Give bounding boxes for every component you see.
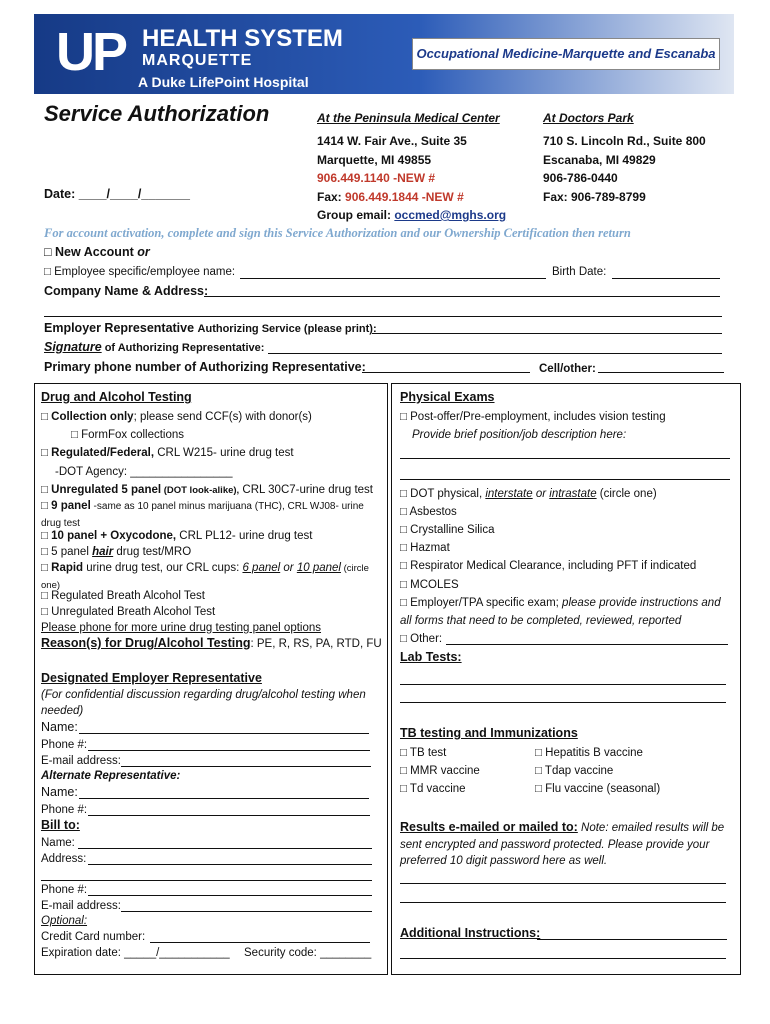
alt-rep-label: Alternate Representative: <box>41 770 181 782</box>
unregulated-5-panel-checkbox[interactable]: □ Unregulated 5 panel (DOT look-alike), CRL 30C7-urine drug test <box>41 484 373 496</box>
employee-name-label: □ Employee specific/employee name: <box>44 266 236 278</box>
peninsula-address-2: Marquette, MI 49855 <box>317 153 432 167</box>
mcoles-checkbox[interactable]: □ MCOLES <box>400 579 459 591</box>
bill-address-field-line-2[interactable] <box>41 866 372 881</box>
company-field-line-2[interactable] <box>44 302 722 317</box>
employer-rep-field[interactable] <box>372 319 722 334</box>
company-field[interactable] <box>204 282 720 297</box>
expiration-field[interactable]: Expiration date: _____/___________ <box>41 947 230 959</box>
dot-agency-field[interactable]: -DOT Agency: ________________ <box>55 466 233 478</box>
credit-card-label: Credit Card number: <box>41 931 146 943</box>
activation-instruction: For account activation, complete and sign this Service Authorization and our Ownership Certification then return <box>44 226 631 240</box>
additional-instructions-heading: Additional Instructions: <box>400 926 541 940</box>
birth-date-label: Birth Date: <box>552 266 607 278</box>
primary-phone-field[interactable] <box>362 358 530 373</box>
mmr-checkbox[interactable]: □ MMR vaccine <box>400 765 480 777</box>
bill-address-label: Address: <box>41 853 87 865</box>
doctors-park-phone: 906-786-0440 <box>543 171 618 185</box>
respirator-checkbox[interactable]: □ Respirator Medical Clearance, including PFT if indicated <box>400 560 697 572</box>
unregulated-breath-checkbox[interactable]: □ Unregulated Breath Alcohol Test <box>41 606 216 618</box>
peninsula-heading: At the Peninsula Medical Center <box>317 111 500 125</box>
results-note-3: preferred 10 digit password here as well. <box>400 855 608 867</box>
ten-panel-checkbox[interactable]: □ 10 panel + Oxycodone, CRL PL12- urine drug test <box>41 530 313 542</box>
drug-alcohol-heading: Drug and Alcohol Testing <box>41 390 192 404</box>
asbestos-checkbox[interactable]: □ Asbestos <box>400 506 457 518</box>
results-heading: Results e-mailed or mailed to: Note: emailed results will be <box>400 820 725 834</box>
bill-phone-field[interactable] <box>88 881 372 896</box>
der-name-label: Name: <box>41 720 78 734</box>
lab-tests-field-1[interactable] <box>400 670 726 685</box>
job-description-field-1[interactable] <box>400 444 730 459</box>
peninsula-address-1: 1414 W. Fair Ave., Suite 35 <box>317 134 467 148</box>
birth-date-field[interactable] <box>612 264 720 279</box>
security-code-field[interactable]: Security code: ________ <box>244 947 372 959</box>
bill-email-field[interactable] <box>121 897 372 912</box>
physical-exams-heading: Physical Exams <box>400 390 495 404</box>
optional-label: Optional: <box>41 915 88 927</box>
dot-physical-checkbox[interactable]: □ DOT physical, interstate or intrastate (circle one) <box>400 488 657 500</box>
peninsula-email: Group email: occmed@mghs.org <box>317 208 507 222</box>
alt-name-field[interactable] <box>79 784 369 799</box>
rapid-test-checkbox[interactable]: □ Rapid urine drug test, our CRL cups: 6 panel or 10 panel (circle one) <box>41 562 369 591</box>
post-offer-checkbox[interactable]: □ Post-offer/Pre-employment, includes vision testing <box>400 411 666 423</box>
alt-name-label: Name: <box>41 785 78 799</box>
der-name-field[interactable] <box>79 719 369 734</box>
credit-card-field[interactable] <box>150 928 370 943</box>
lab-tests-heading: Lab Tests: <box>400 650 462 664</box>
regulated-breath-checkbox[interactable]: □ Regulated Breath Alcohol Test <box>41 590 206 602</box>
bill-phone-label: Phone #: <box>41 884 88 896</box>
job-description-field-2[interactable] <box>400 465 730 480</box>
primary-phone-label: Primary phone number of Authorizing Representative: <box>44 360 366 374</box>
logo-health-system: HEALTH SYSTEM <box>142 25 343 52</box>
silica-checkbox[interactable]: □ Crystalline Silica <box>400 524 495 536</box>
doctors-park-address-2: Escanaba, MI 49829 <box>543 153 656 167</box>
der-phone-field[interactable] <box>88 736 370 751</box>
cell-field[interactable] <box>598 358 724 373</box>
der-heading: Designated Employer Representative <box>41 671 262 685</box>
bill-name-field[interactable] <box>78 834 372 849</box>
lab-tests-field-2[interactable] <box>400 688 726 703</box>
flu-checkbox[interactable]: □ Flu vaccine (seasonal) <box>535 783 661 795</box>
results-field-2[interactable] <box>400 888 726 903</box>
bill-address-field[interactable] <box>88 850 372 865</box>
cell-label: Cell/other: <box>539 363 596 375</box>
signature-field[interactable] <box>268 339 722 354</box>
location-banner: Occupational Medicine-Marquette and Escanaba <box>412 38 720 70</box>
formfox-checkbox[interactable]: □ FormFox collections <box>71 429 185 441</box>
doctors-park-fax: Fax: 906-789-8799 <box>543 190 646 204</box>
regulated-federal-checkbox[interactable]: □ Regulated/Federal, CRL W215- urine drug test <box>41 447 294 459</box>
reasons-line: Reason(s) for Drug/Alcohol Testing: PE, R, RS, PA, RTD, FU <box>41 636 382 650</box>
alt-phone-field[interactable] <box>88 801 370 816</box>
other-field[interactable] <box>446 630 728 645</box>
collection-only-checkbox[interactable]: □ Collection only; please send CCF(s) with donor(s) <box>41 411 312 423</box>
bill-email-label: E-mail address: <box>41 900 121 912</box>
bill-name-label: Name: <box>41 837 75 849</box>
date-field[interactable]: Date: ____/____/_______ <box>44 187 190 201</box>
td-checkbox[interactable]: □ Td vaccine <box>400 783 466 795</box>
tb-immunizations-heading: TB testing and Immunizations <box>400 726 578 740</box>
employer-rep-label: Employer Representative Authorizing Service (please print): <box>44 321 377 335</box>
employee-name-field[interactable] <box>240 264 546 279</box>
signature-label: Signature of Authorizing Representative: <box>44 340 265 354</box>
new-account-checkbox[interactable]: □ New Account or <box>44 245 150 259</box>
employer-tpa-checkbox[interactable]: □ Employer/TPA specific exam; please provide instructions and <box>400 597 721 609</box>
results-field-1[interactable] <box>400 869 726 884</box>
peninsula-fax: Fax: 906.449.1844 -NEW # <box>317 190 464 204</box>
doctors-park-heading: At Doctors Park <box>543 111 634 125</box>
job-description-prompt: Provide brief position/job description here: <box>412 429 627 441</box>
der-email-field[interactable] <box>121 752 371 767</box>
up-logo: UP <box>56 22 126 82</box>
der-note: (For confidential discussion regarding drug/alcohol testing when needed) <box>41 689 366 717</box>
page-title: Service Authorization <box>44 101 270 126</box>
employer-tpa-note: all forms that need to be completed, reviewed, reported <box>400 615 682 627</box>
bill-to-heading: Bill to: <box>41 818 80 832</box>
hazmat-checkbox[interactable]: □ Hazmat <box>400 542 450 554</box>
nine-panel-checkbox[interactable]: □ 9 panel -same as 10 panel minus marijuana (THC), CRL WJ08- urine drug test <box>41 500 364 529</box>
five-panel-hair-checkbox[interactable]: □ 5 panel hair drug test/MRO <box>41 546 192 558</box>
doctors-park-address-1: 710 S. Lincoln Rd., Suite 800 <box>543 134 706 148</box>
der-phone-label: Phone #: <box>41 739 88 751</box>
der-email-label: E-mail address: <box>41 755 121 767</box>
results-note-2: sent encrypted and password protected. Please provide your <box>400 839 710 851</box>
additional-instructions-field-1[interactable] <box>537 925 727 940</box>
tdap-checkbox[interactable]: □ Tdap vaccine <box>535 765 614 777</box>
company-label: Company Name & Address: <box>44 284 209 298</box>
peninsula-phone: 906.449.1140 -NEW # <box>317 171 436 185</box>
other-checkbox[interactable]: □ Other: <box>400 633 443 645</box>
logo-duke: A Duke LifePoint Hospital <box>138 74 309 90</box>
more-options-note: Please phone for more urine drug testing panel options <box>41 622 322 634</box>
email-link[interactable]: occmed@mghs.org <box>394 208 507 222</box>
tb-test-checkbox[interactable]: □ TB test <box>400 747 447 759</box>
alt-phone-label: Phone #: <box>41 804 88 816</box>
hepatitis-b-checkbox[interactable]: □ Hepatitis B vaccine <box>535 747 643 759</box>
logo-marquette: MARQUETTE <box>142 52 253 69</box>
additional-instructions-field-2[interactable] <box>400 944 726 959</box>
